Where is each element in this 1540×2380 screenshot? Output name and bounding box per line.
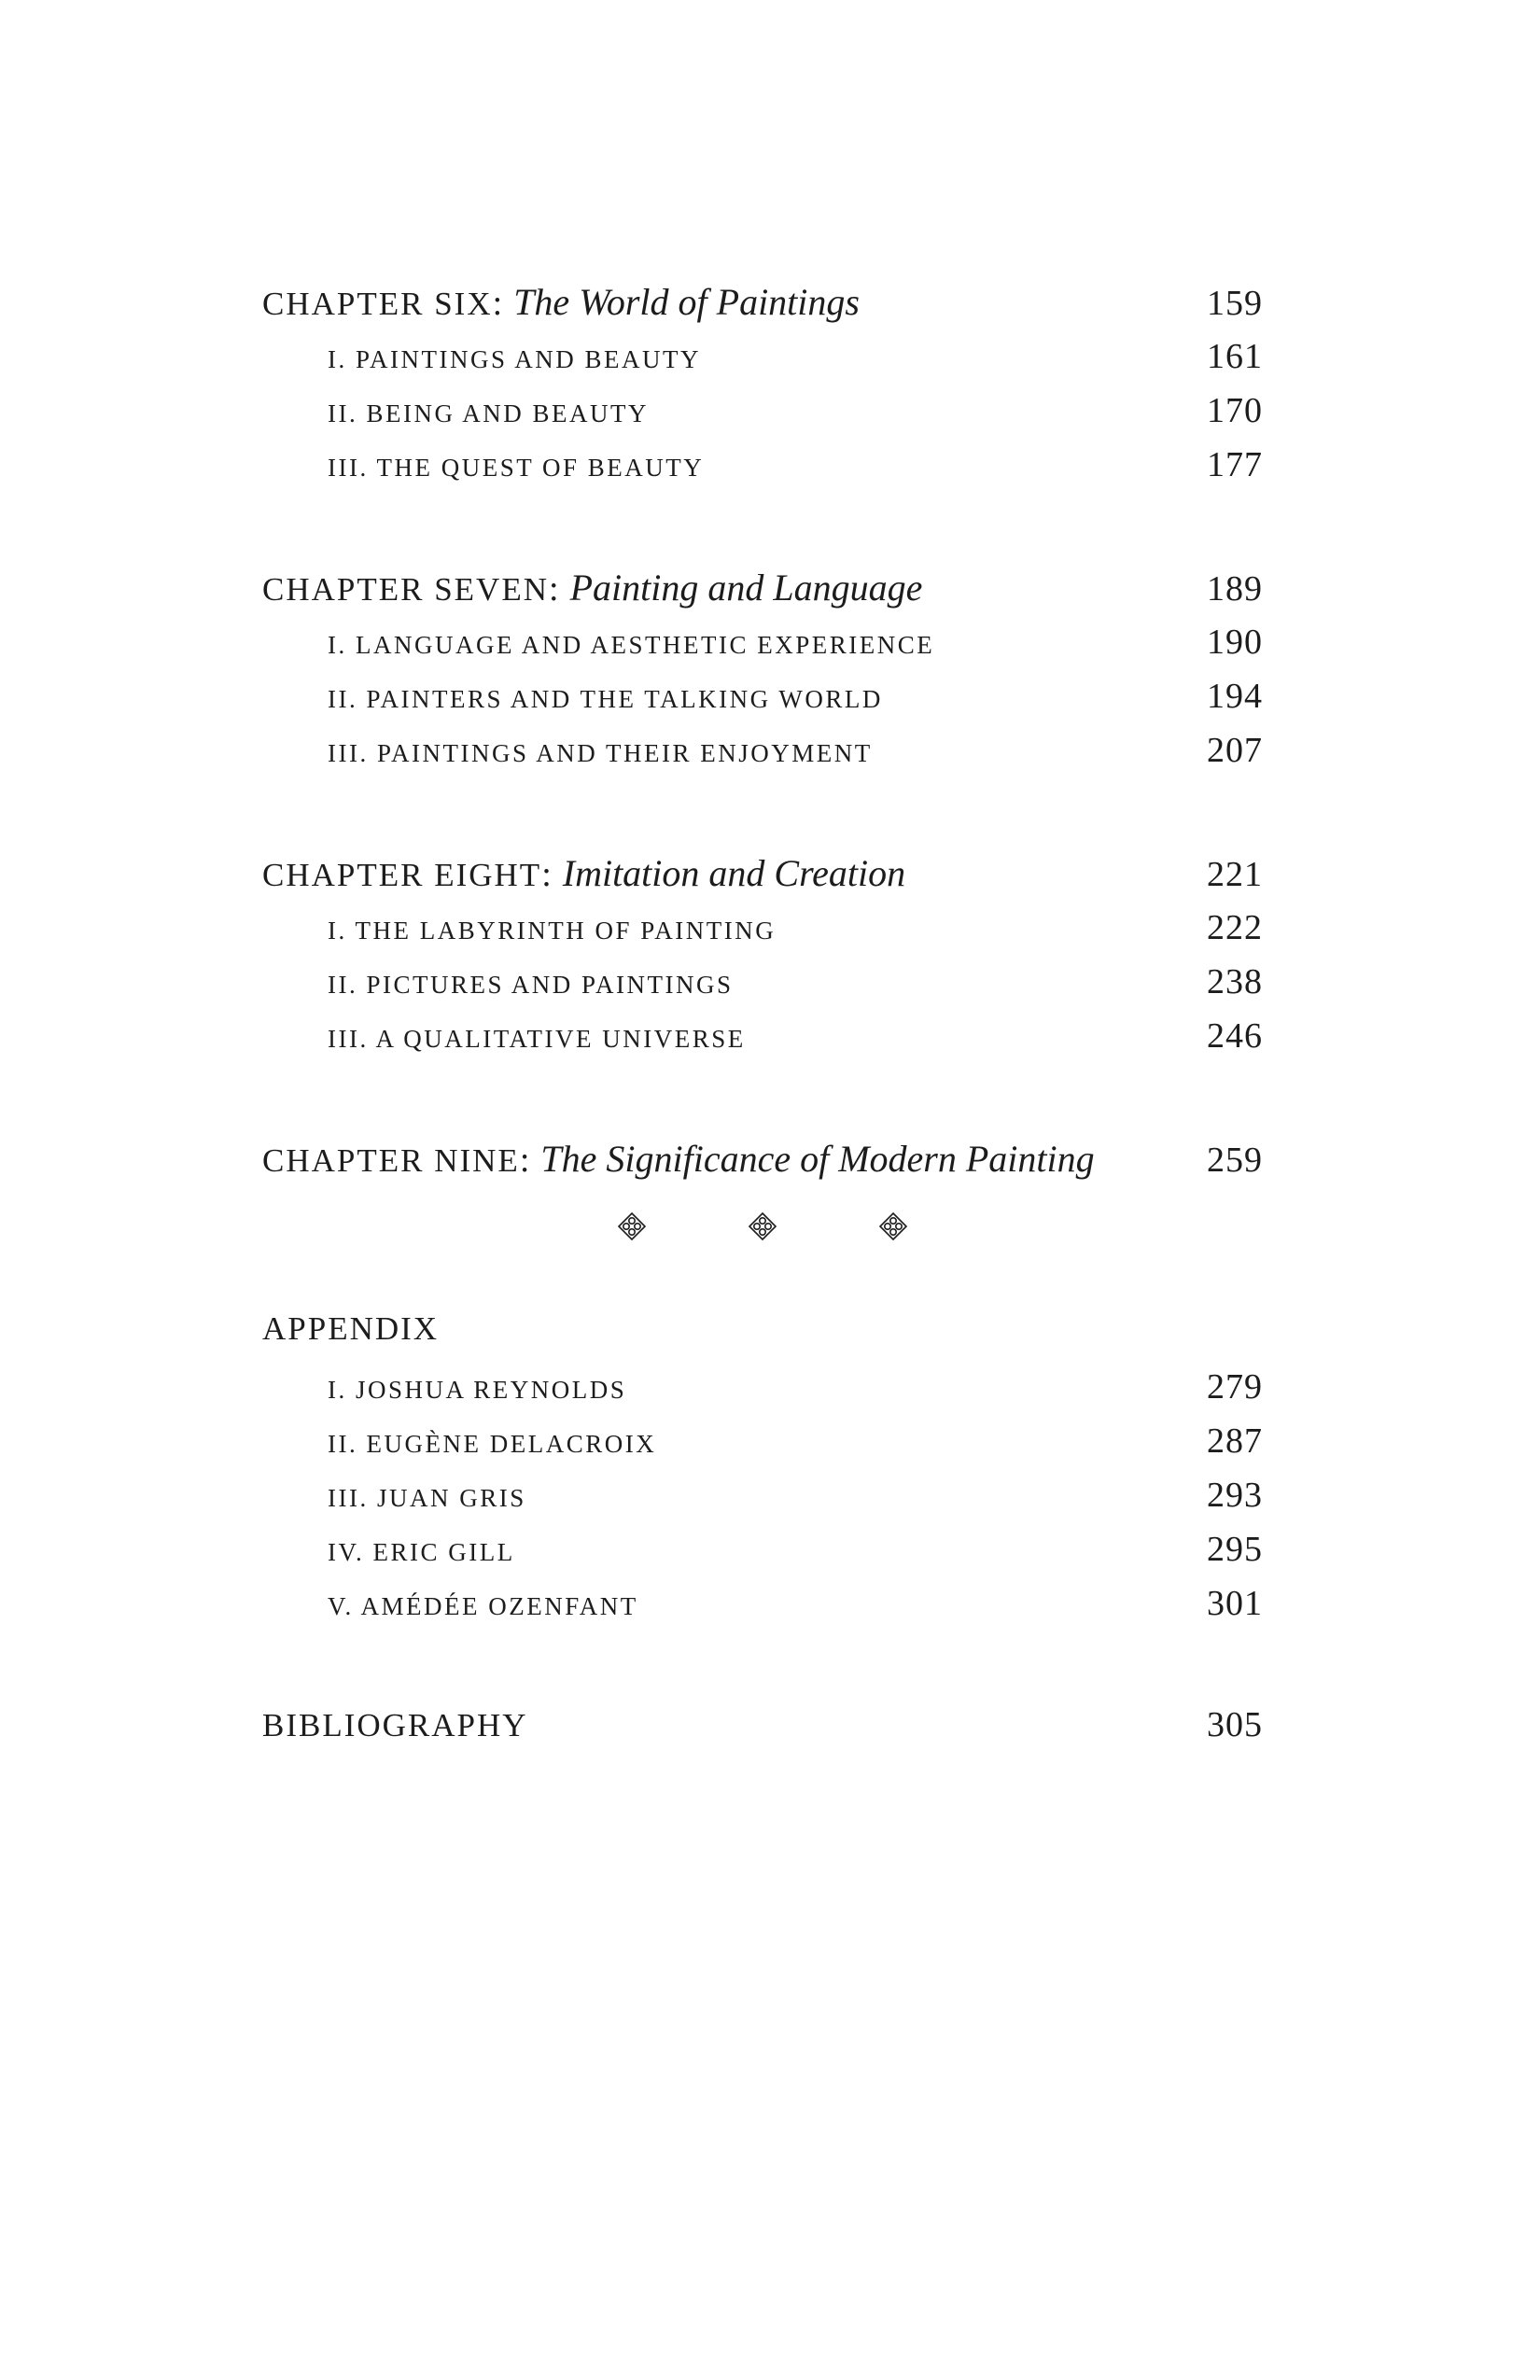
section-page-number: 287 bbox=[1207, 1421, 1263, 1461]
section-label: III. PAINTINGS AND THEIR ENJOYMENT bbox=[328, 739, 873, 767]
chapter-heading-row[interactable] bbox=[262, 280, 1263, 336]
section-label: I. JOSHUA REYNOLDS bbox=[328, 1376, 627, 1404]
section-row[interactable] bbox=[262, 1015, 1263, 1070]
section-page-number: 246 bbox=[1207, 1016, 1263, 1056]
section-row[interactable] bbox=[262, 730, 1263, 784]
chapter-nine-entry bbox=[262, 1137, 1263, 1193]
section-row[interactable] bbox=[262, 1475, 1263, 1529]
chapter-separator: : bbox=[492, 284, 503, 323]
section-label: I. PAINTINGS AND BEAUTY bbox=[328, 345, 702, 373]
section-page-number: 161 bbox=[1207, 337, 1263, 376]
section-row[interactable] bbox=[262, 622, 1263, 676]
quatrefoil-ornament-icon bbox=[617, 1211, 647, 1241]
bibliography-page-number: 305 bbox=[1207, 1705, 1263, 1744]
table-of-contents bbox=[262, 280, 1263, 1760]
section-page-number: 207 bbox=[1207, 731, 1263, 770]
bibliography-label: BIBLIOGRAPHY bbox=[262, 1707, 528, 1743]
section-page-number: 170 bbox=[1207, 391, 1263, 430]
chapter-label: CHAPTER SIX bbox=[262, 286, 493, 322]
section-label: II. PICTURES AND PAINTINGS bbox=[328, 971, 734, 999]
section-label: III. THE QUEST OF BEAUTY bbox=[328, 454, 705, 482]
section-page-number: 301 bbox=[1207, 1584, 1263, 1623]
section-label: II. BEING AND BEAUTY bbox=[328, 399, 649, 427]
bibliography-heading-row[interactable] bbox=[262, 1704, 1263, 1760]
section-row[interactable] bbox=[262, 907, 1263, 961]
chapter-heading-row[interactable] bbox=[262, 566, 1263, 622]
section-row[interactable] bbox=[262, 1583, 1263, 1637]
section-label: II. EUGÈNE DELACROIX bbox=[328, 1430, 657, 1458]
chapter-label: CHAPTER NINE bbox=[262, 1142, 520, 1179]
section-label: IV. ERIC GILL bbox=[328, 1538, 515, 1566]
section-row[interactable] bbox=[262, 676, 1263, 730]
chapter-separator: : bbox=[519, 1141, 530, 1180]
chapter-separator: : bbox=[541, 855, 552, 894]
bibliography-entry bbox=[262, 1704, 1263, 1760]
chapter-title: The Significance of Modern Painting bbox=[540, 1138, 1095, 1180]
section-row[interactable] bbox=[262, 336, 1263, 390]
section-label: III. A QUALITATIVE UNIVERSE bbox=[328, 1025, 746, 1053]
section-page-number: 238 bbox=[1207, 962, 1263, 1001]
chapter-title: Painting and Language bbox=[569, 567, 923, 609]
chapter-label: CHAPTER EIGHT bbox=[262, 857, 542, 893]
section-row[interactable] bbox=[262, 961, 1263, 1015]
chapter-page-number: 259 bbox=[1207, 1141, 1263, 1180]
section-row[interactable] bbox=[262, 1366, 1263, 1421]
appendix-label: APPENDIX bbox=[262, 1310, 440, 1347]
appendix-heading-row[interactable] bbox=[262, 1310, 1263, 1366]
quatrefoil-ornament-icon bbox=[748, 1211, 777, 1241]
chapter-seven-entry bbox=[262, 566, 1263, 784]
section-row[interactable] bbox=[262, 1529, 1263, 1583]
chapter-page-number: 159 bbox=[1207, 284, 1263, 323]
section-page-number: 279 bbox=[1207, 1367, 1263, 1407]
chapter-eight-entry bbox=[262, 851, 1263, 1070]
section-label: II. PAINTERS AND THE TALKING WORLD bbox=[328, 685, 883, 713]
section-page-number: 177 bbox=[1207, 445, 1263, 484]
chapter-heading-row[interactable] bbox=[262, 851, 1263, 907]
section-label: V. AMÉDÉE OZENFANT bbox=[328, 1592, 638, 1620]
chapter-separator: : bbox=[549, 569, 559, 609]
section-label: I. LANGUAGE AND AESTHETIC EXPERIENCE bbox=[328, 631, 935, 659]
section-row[interactable] bbox=[262, 390, 1263, 444]
chapter-six-entry bbox=[262, 280, 1263, 498]
quatrefoil-ornament-icon bbox=[878, 1211, 908, 1241]
section-page-number: 222 bbox=[1207, 908, 1263, 947]
chapter-title: Imitation and Creation bbox=[562, 852, 906, 894]
chapter-label: CHAPTER SEVEN bbox=[262, 571, 549, 608]
section-row[interactable] bbox=[262, 444, 1263, 498]
section-row[interactable] bbox=[262, 1421, 1263, 1475]
section-page-number: 295 bbox=[1207, 1530, 1263, 1569]
chapter-heading-row[interactable] bbox=[262, 1137, 1263, 1193]
ornament-divider bbox=[262, 1208, 1263, 1245]
appendix-entry bbox=[262, 1310, 1263, 1637]
chapter-page-number: 189 bbox=[1207, 569, 1263, 609]
chapter-page-number: 221 bbox=[1207, 855, 1263, 894]
section-page-number: 190 bbox=[1207, 623, 1263, 662]
section-label: III. JUAN GRIS bbox=[328, 1484, 526, 1512]
section-label: I. THE LABYRINTH OF PAINTING bbox=[328, 917, 777, 945]
section-page-number: 194 bbox=[1207, 677, 1263, 716]
chapter-title: The World of Paintings bbox=[513, 281, 860, 323]
section-page-number: 293 bbox=[1207, 1476, 1263, 1515]
